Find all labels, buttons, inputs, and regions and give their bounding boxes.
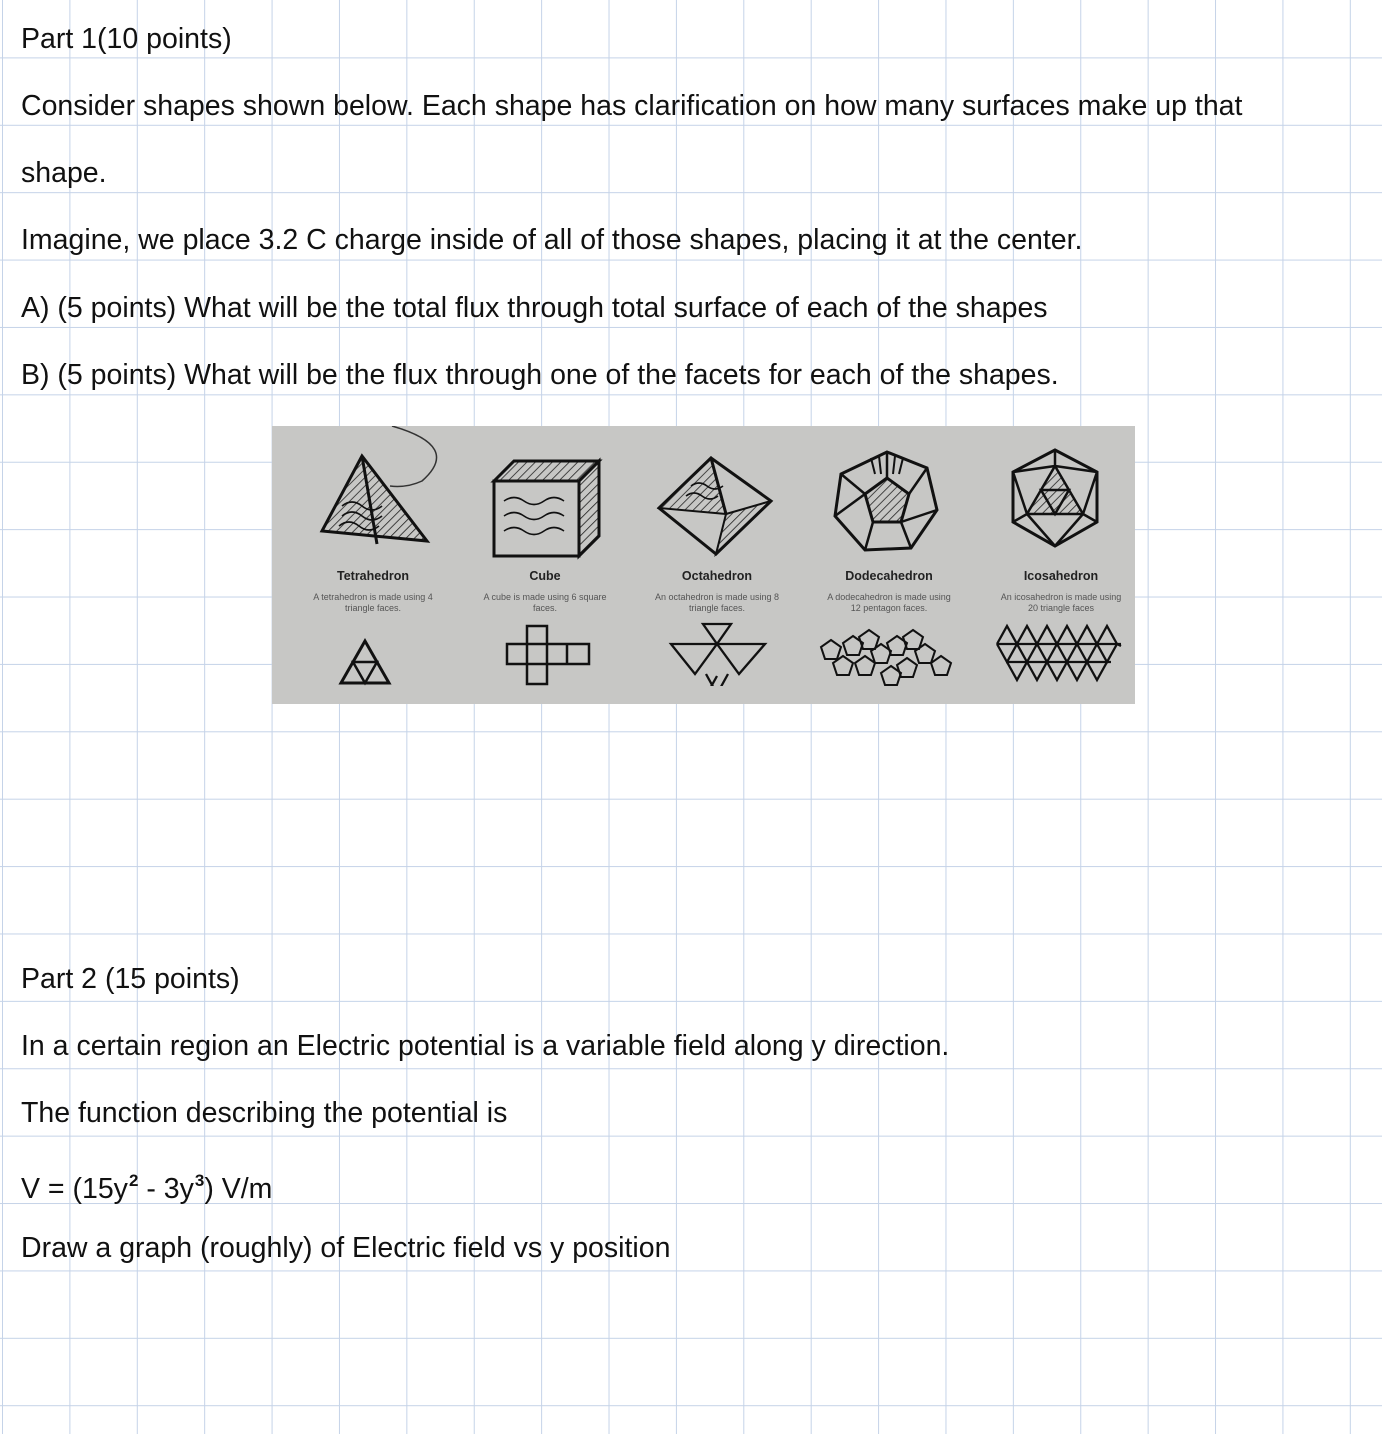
shape-name: Dodecahedron	[845, 569, 933, 583]
shape-name: Tetrahedron	[337, 569, 409, 583]
part1-setup: Imagine, we place 3.2 C charge inside of all of those shapes, placing it at the center.	[21, 224, 1083, 256]
equation-part3: ) V/m	[204, 1173, 273, 1205]
tetrahedron-icon	[287, 436, 459, 566]
shape-tetrahedron	[287, 426, 459, 704]
question-a: A) (5 points) What will be the total flux through total surface of each of the shapes	[21, 292, 1048, 324]
equation-part1: V = (15y	[21, 1173, 128, 1205]
shape-name: Octahedron	[681, 569, 753, 583]
shape-name: Cube	[529, 569, 561, 583]
equation-exponent-3: 3	[194, 1171, 205, 1190]
part2-heading: Part 2 (15 points)	[21, 963, 240, 995]
shape-cube	[459, 426, 631, 704]
shape-description: An octahedron is made using 8 triangle faces.	[654, 592, 780, 613]
dodecahedron-net-icon	[803, 616, 975, 686]
potential-equation	[21, 1164, 272, 1206]
part2-line1: In a certain region an Electric potential is a variable field along y direction.	[21, 1030, 950, 1062]
polyhedra-figure	[272, 426, 1135, 704]
shape-name: Icosahedron	[1023, 569, 1099, 583]
octahedron-icon	[631, 436, 803, 566]
cube-net-icon	[459, 616, 631, 686]
part2-line3: Draw a graph (roughly) of Electric field vs y position	[21, 1232, 671, 1264]
tetrahedron-net-icon	[287, 616, 459, 686]
cube-icon	[459, 436, 631, 566]
equation-part2: - 3y	[138, 1173, 194, 1205]
part1-intro-line1: Consider shapes shown below. Each shape has clarification on how many surfaces make up that	[21, 90, 1243, 122]
icosahedron-net-icon	[975, 616, 1147, 686]
icosahedron-icon	[975, 436, 1147, 566]
shape-dodecahedron	[803, 426, 975, 704]
shape-description: A tetrahedron is made using 4 triangle faces.	[313, 592, 433, 613]
part1-intro-line2: shape.	[21, 157, 107, 189]
part1-heading: Part 1(10 points)	[21, 23, 232, 55]
equation-exponent-2: 2	[128, 1171, 139, 1190]
shape-description: An icosahedron is made using 20 triangle faces	[1000, 592, 1122, 613]
question-b: B) (5 points) What will be the flux through one of the facets for each of the shapes.	[21, 359, 1059, 391]
shape-icosahedron	[975, 426, 1147, 704]
shape-description: A cube is made using 6 square faces.	[483, 592, 607, 613]
shape-description: A dodecahedron is made using 12 pentagon faces.	[827, 592, 951, 613]
shape-octahedron	[631, 426, 803, 704]
octahedron-net-icon	[631, 616, 803, 686]
dodecahedron-icon	[803, 436, 975, 566]
part2-line2: The function describing the potential is	[21, 1097, 508, 1129]
